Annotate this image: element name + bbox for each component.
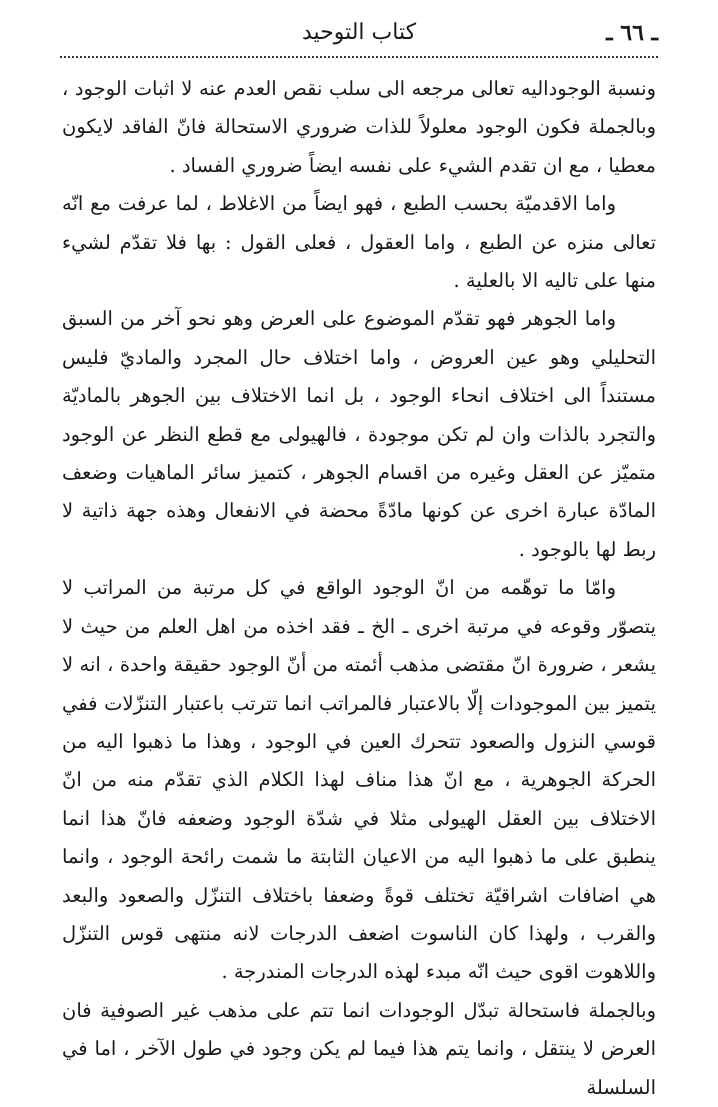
paragraph: واما الاقدميّة بحسب الطبع ، فهو ايضاً من الاغلاط ، لما عرفت مع انّه تعالى منزه عن الطبع ، واما العقول ، فعلى القول : بها فلا تقدّم لشيء منها على تاليه الا بالعلية . [62,192,656,293]
paragraph: وامّا ما توهّمه من انّ الوجود الواقع في كل مرتبة من المراتب لا يتصوّر وقوعه في مرتبة اخرى ـ الخ ـ فقد اخذه من اهل العلم من حيث لا يشعر ، ضرورة انّ مقتضى مذهب أئمته من أنّ الوجود حقيقة واحدة ، انه لا يتميز بين الموجودات إلّا بالاعتبار فالمراتب انما تترتب باعتبار التنزّلات ففي قوسي النزول والصعود تتحرك العين في الوجود ، وهذا ما ذهبوا اليه من الحركة الجوهرية ، مع انّ هذا مناف لهذا الكلام الذي تقدّم منه من انّ الاختلاف بين العقل الهيولى مثلا في شدّة الوجود وضعفه فانّ هذا انما ينطبق على ما ذهبوا اليه من الاعيان الثابتة ما شمت رائحة الوجود ، وانما هي اضافات اشراقيّة تختلف قوةً وضعفا باختلاف التنزّل والصعود والبعد والقرب ، ولهذا كان الناسوت اضعف الدرجات لانه منتهى قوس التنزّل واللاهوت اقوى حيث انّه مبدء لهذه الدرجات المندرجة . [62,576,656,984]
page-header [60,20,658,50]
paragraph: ونسبة الوجوداليه تعالى مرجعه الى سلب نقص العدم عنه لا اثبات الوجود ، وبالجملة فكون الوجود معلولاً للذات ضروري الاستحالة فانّ الفاقد لايكون معطيا ، مع ان تقدم الشيء على نفسه ايضاً ضروري الفساد . [62,77,656,177]
page-number: ـ ٦٦ ـ [606,20,658,46]
paragraph: واما الجوهر فهو تقدّم الموضوع على العرض وهو نحو آخر من السبق التحليلي وهو عين العروض ، واما اختلاف حال المجرد والماديّ فليس مستنداً الى اختلاف انحاء الوجود ، بل انما الاختلاف بين الجوهر بالماديّة والتجرد بالذات وان لم تكن موجودة ، فالهيولى مع قطع النظر عن الوجود متميّز عن العقل وغيره من اقسام الجوهر ، كتميز سائر الماهيات وضعف المادّة عبارة اخرى عن كونها مادّةً محضة في الانفعال وهذه جهة ذاتية لا ربط لها بالوجود . [62,307,656,561]
header-divider [60,56,658,58]
running-title: كتاب التوحيد [301,20,417,45]
page-body [62,70,656,1107]
paragraph: وبالجملة فاستحالة تبدّل الوجودات انما تتم على مذهب غير الصوفية فان العرض لا ينتقل ، وانما يتم هذا فيما لم يكن وجود في طول الآخر ، اما في السلسلة [62,998,656,1099]
